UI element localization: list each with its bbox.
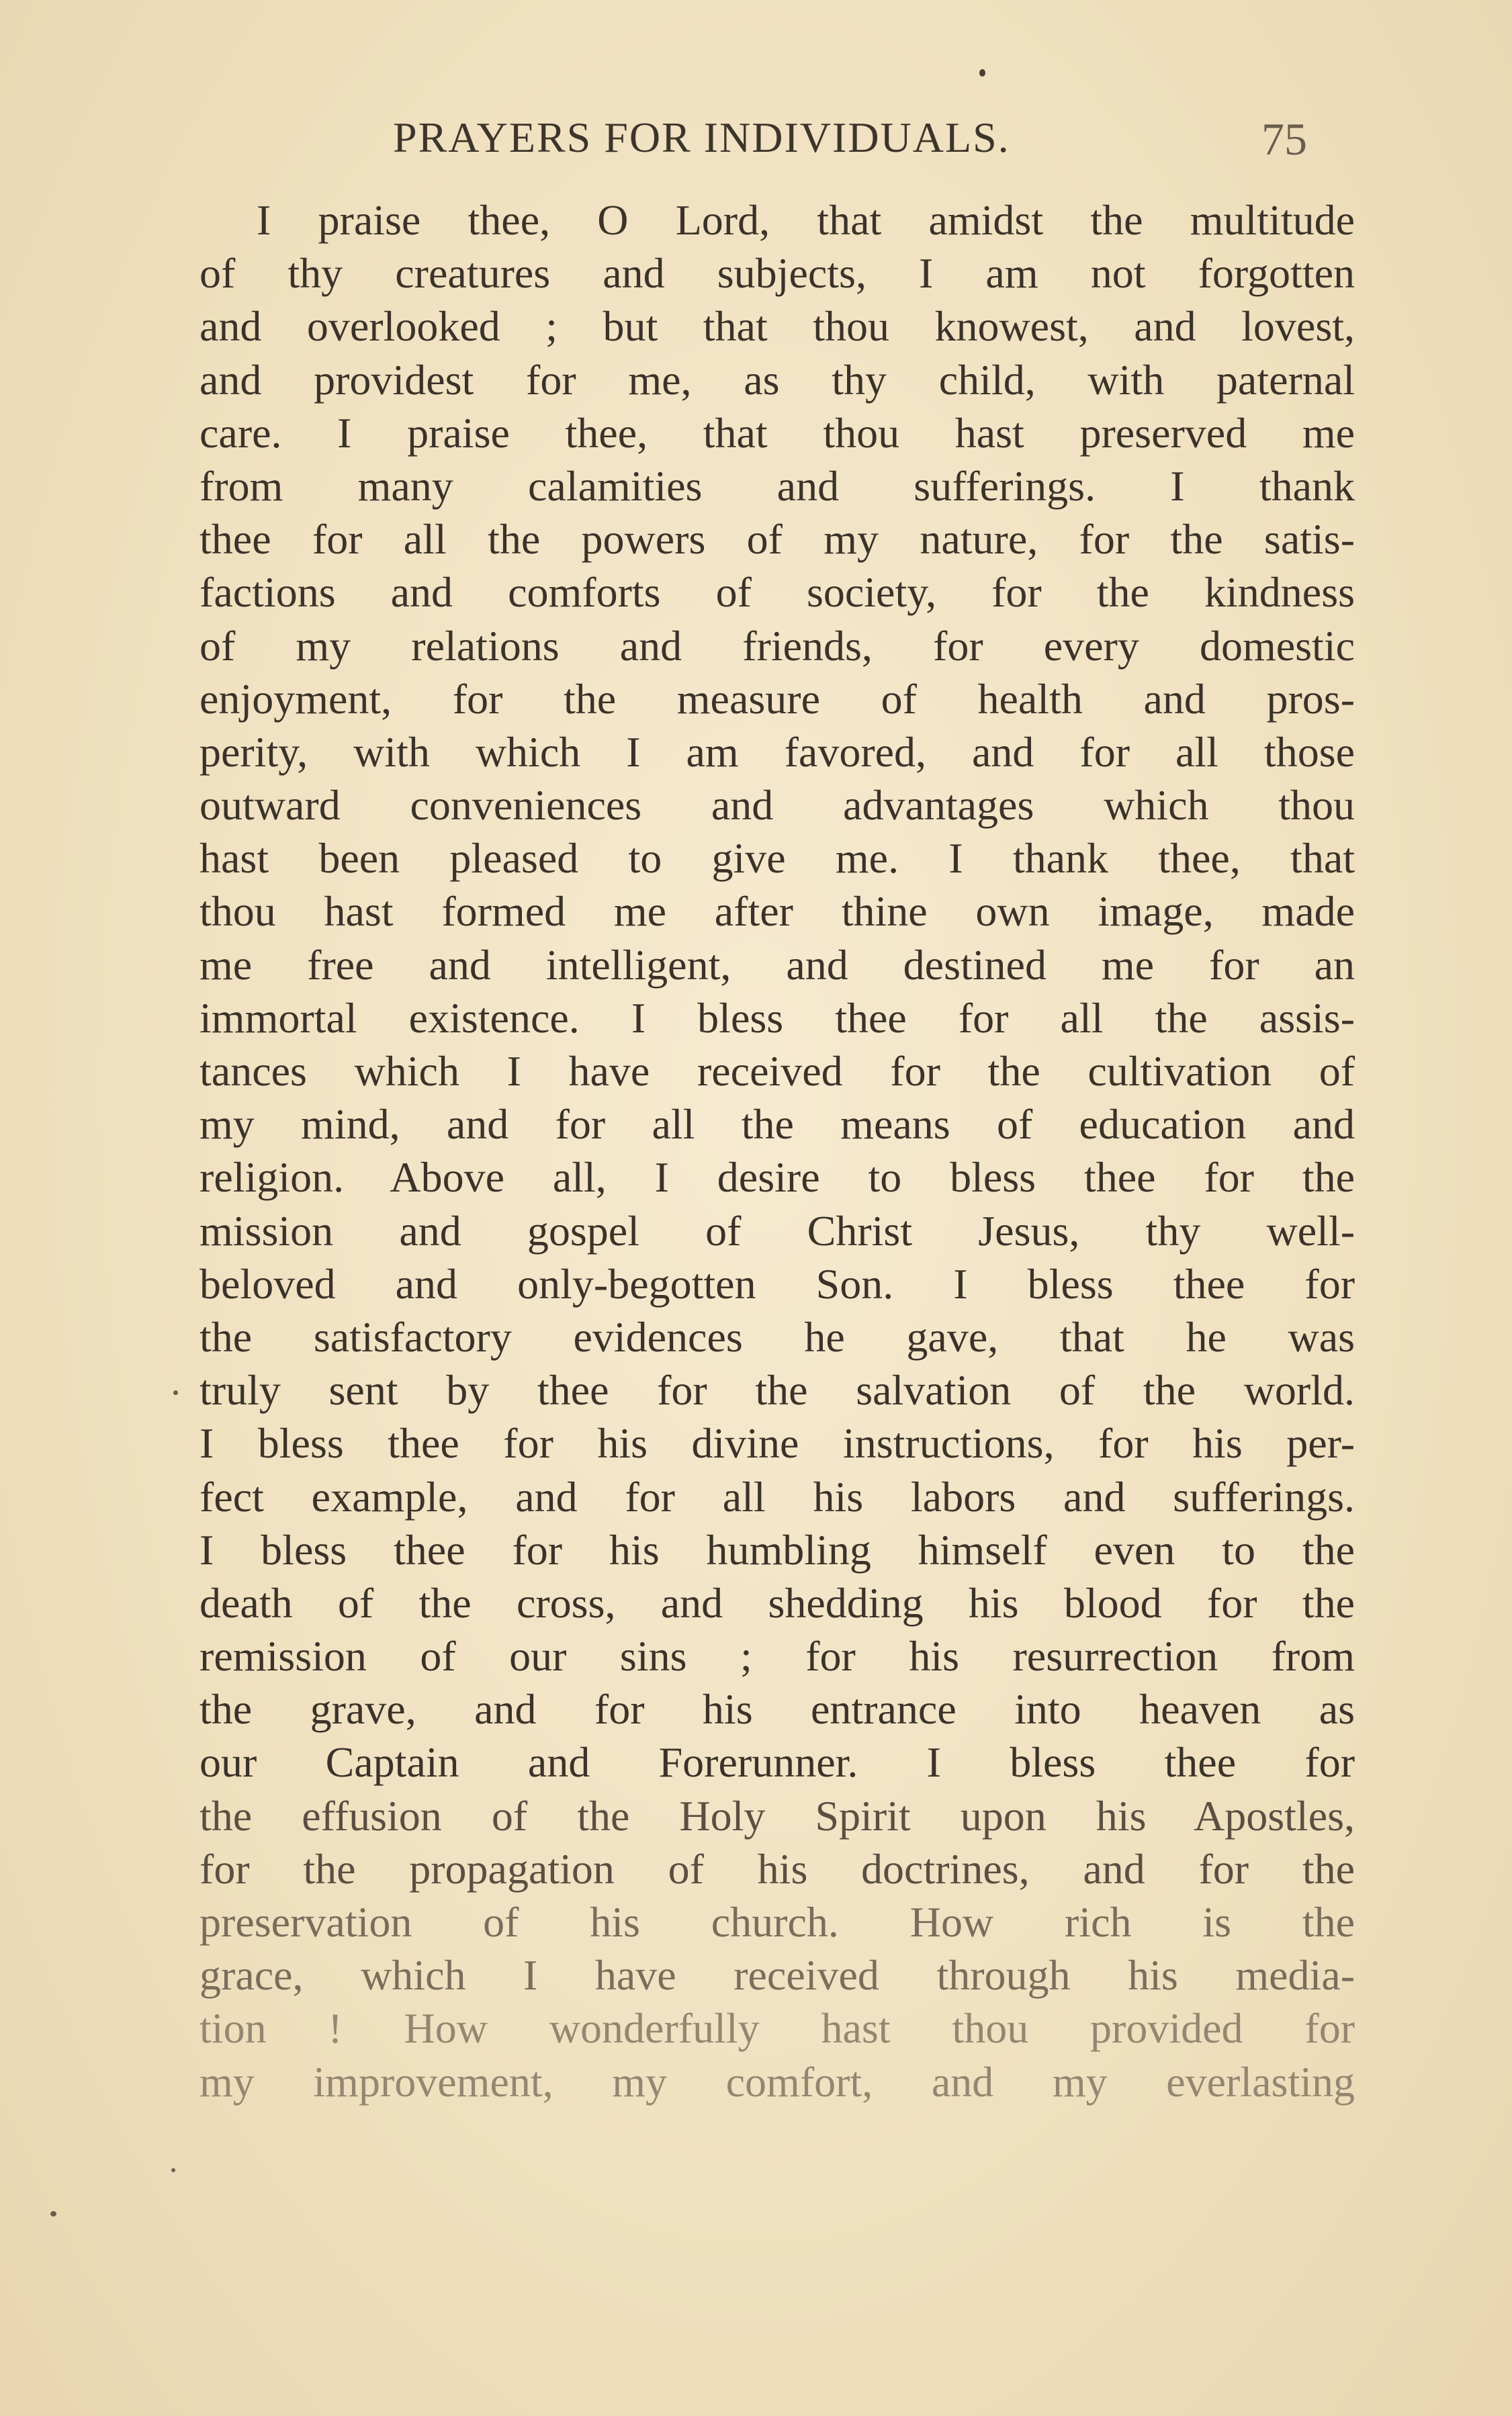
text-line: immortal existence. I bless thee for all the assis- — [199, 993, 1355, 1042]
text-line: perity, with which I am favored, and for all those — [199, 727, 1355, 776]
text-line: tion ! How wonderfully hast thou provided for — [199, 2004, 1355, 2053]
text-line: factions and comforts of society, for the kindness — [199, 568, 1355, 617]
text-line: tances which I have received for the cultivation of — [199, 1047, 1355, 1095]
text-line: of thy creatures and subjects, I am not forgotten — [199, 249, 1355, 298]
text-line: from many calamities and sufferings. I thank — [199, 461, 1355, 510]
paper-speck — [173, 1390, 178, 1395]
text-line: my mind, and for all the means of education and — [199, 1100, 1355, 1149]
text-line: of my relations and friends, for every domestic — [199, 621, 1355, 670]
text-line: truly sent by thee for the salvation of the world. — [199, 1366, 1355, 1415]
running-head: PRAYERS FOR INDIVIDUALS. — [393, 114, 1010, 161]
paper-speck — [171, 2168, 175, 2172]
text-line: and providest for me, as thy child, with paternal — [199, 355, 1355, 404]
prayer-text — [199, 193, 1355, 2108]
text-line: I bless thee for his divine instructions, for his per- — [199, 1419, 1355, 1468]
text-line: remission of our sins ; for his resurrection from — [199, 1632, 1355, 1681]
text-line: the satisfactory evidences he gave, that he was — [199, 1312, 1355, 1361]
text-line: I praise thee, O Lord, that amidst the multitude — [257, 196, 1355, 244]
text-line: death of the cross, and shedding his blood for the — [199, 1578, 1355, 1627]
text-line: thou hast formed me after thine own image, made — [199, 887, 1355, 936]
text-line: the effusion of the Holy Spirit upon his Apostles, — [199, 1791, 1355, 1840]
text-line: hast been pleased to give me. I thank thee, that — [199, 834, 1355, 883]
text-line: our Captain and Forerunner. I bless thee for — [199, 1738, 1355, 1787]
text-line: I bless thee for his humbling himself even to the — [199, 1525, 1355, 1574]
text-line: religion. Above all, I desire to bless thee for the — [199, 1153, 1355, 1202]
text-line: fect example, and for all his labors and sufferings. — [199, 1472, 1355, 1521]
text-line: outward conveniences and advantages which thou — [199, 781, 1355, 830]
ink-dot — [979, 69, 985, 77]
text-line: and overlooked ; but that thou knowest, and lovest, — [199, 302, 1355, 351]
text-line: enjoyment, for the measure of health and pros- — [199, 674, 1355, 723]
text-line: my improvement, my comfort, and my everlasting — [199, 2057, 1355, 2106]
text-line: mission and gospel of Christ Jesus, thy well- — [199, 1206, 1355, 1255]
text-line: the grave, and for his entrance into heaven as — [199, 1685, 1355, 1734]
text-line: preservation of his church. How rich is the — [199, 1898, 1355, 1946]
text-line: care. I praise thee, that thou hast preserved me — [199, 408, 1355, 457]
text-line: for the propagation of his doctrines, and for the — [199, 1844, 1355, 1893]
text-line: grace, which I have received through his media- — [199, 1951, 1355, 2000]
text-line: thee for all the powers of my nature, for the satis- — [199, 515, 1355, 564]
text-line: me free and intelligent, and destined me for an — [199, 940, 1355, 989]
paper-speck — [50, 2211, 56, 2217]
page-number: 75 — [1261, 114, 1307, 165]
text-line: beloved and only-begotten Son. I bless thee for — [199, 1259, 1355, 1308]
